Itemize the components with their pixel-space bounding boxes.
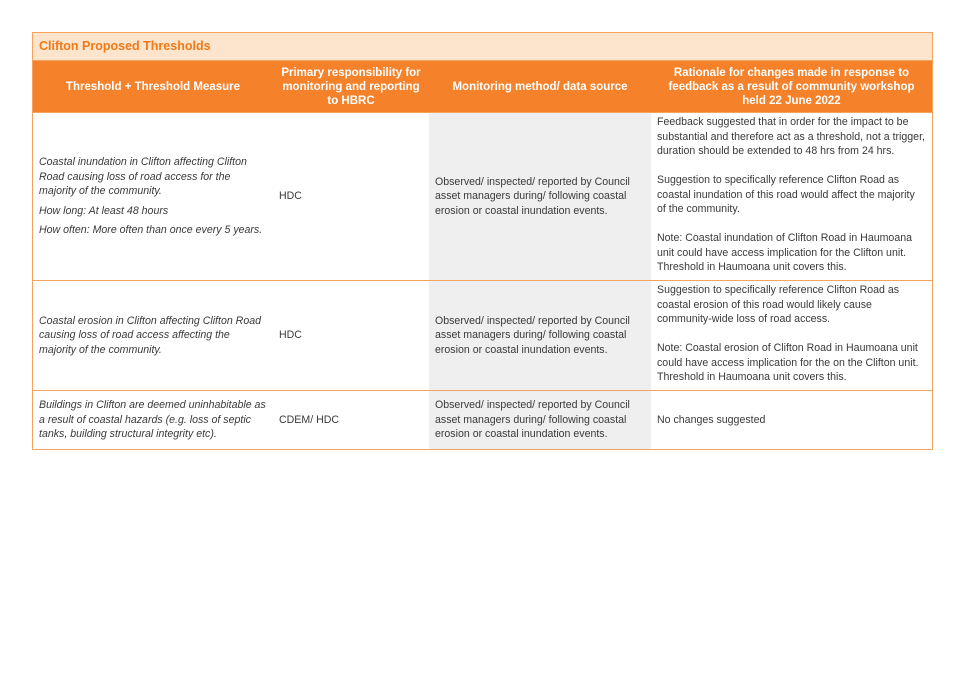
- rationale-paragraph: Suggestion to specifically reference Clifton Road as coastal erosion of this road would likely cause community-wide loss of road access.: [657, 284, 900, 325]
- responsibility-cell: HDC: [279, 190, 302, 203]
- rationale-paragraph: Feedback suggested that in order for the impact to be substantial and therefore act as a threshold, not a trigger, duration should be extended to 48 hrs from 24 hrs.: [657, 116, 925, 157]
- threshold-measure-cell: [33, 281, 273, 390]
- monitoring-method-cell: Observed/ inspected/ reported by Council asset managers during/ following coastal erosion or coastal inundation events.: [429, 281, 651, 390]
- header-primary-responsibility: Primary responsibility for monitoring and reporting to HBRC: [281, 66, 421, 107]
- rationale-cell: [651, 113, 932, 280]
- thresholds-table: [32, 32, 933, 450]
- table-row: [33, 112, 932, 280]
- rationale-cell: [651, 391, 932, 449]
- table-row: [33, 280, 932, 390]
- header-threshold-measure: Threshold + Threshold Measure: [65, 80, 241, 93]
- threshold-frequency-text: How often: More often than once every 5 years.: [39, 224, 263, 237]
- threshold-measure-text: Buildings in Clifton are deemed uninhabitable as a result of coastal hazards (e.g. loss of septic tanks, building structural integrity etc).: [39, 399, 266, 441]
- table-caption: Clifton Proposed Thresholds: [33, 33, 932, 61]
- rationale-cell: [651, 281, 932, 390]
- rationale-paragraph: No changes suggested: [657, 413, 766, 426]
- monitoring-method-cell: Observed/ inspected/ reported by Council asset managers during/ following coastal erosion or coastal inundation events.: [429, 113, 651, 280]
- rationale-paragraph: Suggestion to specifically reference Clifton Road as coastal inundation of this road would affect the majority of the community.: [657, 174, 915, 215]
- threshold-measure-cell: [33, 391, 273, 449]
- threshold-measure-text: Coastal inundation in Clifton affecting Clifton Road causing loss of road access for the majority of the community.: [39, 156, 247, 198]
- responsibility-cell: HDC: [279, 329, 302, 342]
- threshold-measure-text: Coastal erosion in Clifton affecting Clifton Road causing loss of road access affecting the majority of the community.: [39, 314, 261, 356]
- threshold-duration-text: How long: At least 48 hours: [39, 204, 169, 217]
- rationale-paragraph: Note: Coastal erosion of Clifton Road in Haumoana unit could have access implication for the on the Clifton unit. Threshold in Haumoana unit covers this.: [657, 342, 919, 383]
- responsibility-cell: CDEM/ HDC: [279, 413, 340, 426]
- rationale-paragraph: Note: Coastal inundation of Clifton Road in Haumoana unit could have access implication for the Clifton unit. Threshold in Haumoana unit covers this.: [657, 232, 912, 273]
- header-monitoring-method: Monitoring method/ data source: [452, 80, 628, 93]
- header-rationale: Rationale for changes made in response to feedback as a result of community workshop held 22 June 2022: [668, 66, 915, 107]
- table-row: [33, 390, 932, 449]
- monitoring-method-cell: Observed/ inspected/ reported by Council asset managers during/ following coastal erosion or coastal inundation events.: [429, 391, 651, 449]
- table-header-row: [33, 61, 932, 112]
- threshold-measure-cell: [33, 113, 273, 280]
